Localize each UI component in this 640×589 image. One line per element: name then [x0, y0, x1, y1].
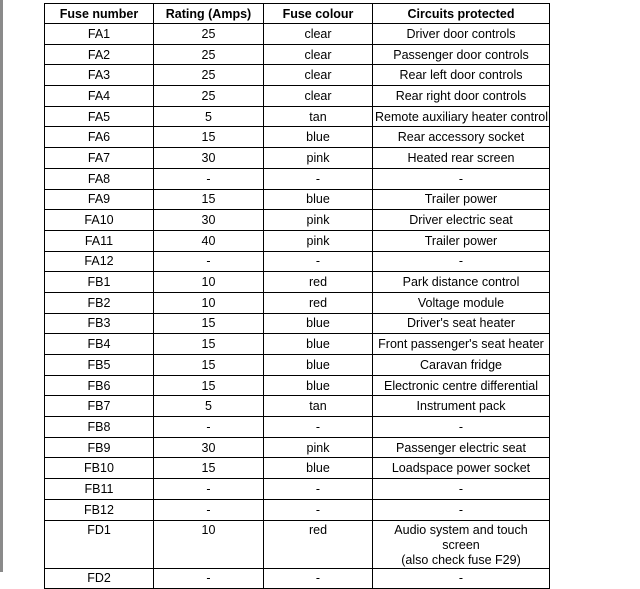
cell-circuit: Driver's seat heater [373, 313, 550, 334]
cell-rating: 15 [154, 375, 264, 396]
cell-fuse-number: FA3 [45, 65, 154, 86]
cell-fuse-number: FA9 [45, 189, 154, 210]
table-row [45, 313, 550, 334]
cell-fuse-number: FB10 [45, 458, 154, 479]
cell-fuse-number: FB6 [45, 375, 154, 396]
cell-rating: - [154, 499, 264, 520]
header-circuits-protected: Circuits protected [373, 4, 550, 24]
table-row [45, 292, 550, 313]
cell-fuse-number: FA11 [45, 230, 154, 251]
table-row [45, 44, 550, 65]
cell-circuit: Passenger electric seat [373, 437, 550, 458]
cell-fuse-colour: clear [264, 65, 373, 86]
table-row [45, 520, 550, 568]
cell-fuse-colour: pink [264, 230, 373, 251]
cell-circuit: Instrument pack [373, 396, 550, 417]
table-row [45, 568, 550, 589]
cell-rating: 10 [154, 272, 264, 293]
cell-circuit: Driver door controls [373, 24, 550, 45]
cell-fuse-colour: red [264, 272, 373, 293]
cell-fuse-colour: blue [264, 355, 373, 376]
cell-fuse-colour: - [264, 568, 373, 589]
cell-circuit: - [373, 568, 550, 589]
cell-fuse-number: FD2 [45, 568, 154, 589]
cell-fuse-number: FB3 [45, 313, 154, 334]
cell-rating: 5 [154, 396, 264, 417]
cell-fuse-number: FA1 [45, 24, 154, 45]
circuit-line: Audio system and touch screen [394, 522, 528, 552]
cell-fuse-number: FA6 [45, 127, 154, 148]
cell-fuse-colour: pink [264, 148, 373, 169]
cell-rating: 15 [154, 189, 264, 210]
fuse-table-body [45, 24, 550, 589]
table-row [45, 458, 550, 479]
header-fuse-colour: Fuse colour [264, 4, 373, 24]
table-row [45, 251, 550, 272]
cell-fuse-number: FA5 [45, 106, 154, 127]
fuse-table-container [44, 3, 549, 589]
cell-rating: 15 [154, 334, 264, 355]
cell-rating: 25 [154, 44, 264, 65]
cell-rating: 15 [154, 127, 264, 148]
cell-fuse-number: FB4 [45, 334, 154, 355]
table-row [45, 375, 550, 396]
cell-rating: 30 [154, 210, 264, 231]
cell-fuse-number: FA4 [45, 86, 154, 107]
cell-rating: - [154, 168, 264, 189]
cell-circuit: Trailer power [373, 230, 550, 251]
cell-rating: - [154, 251, 264, 272]
cell-rating: 25 [154, 24, 264, 45]
cell-fuse-number: FA12 [45, 251, 154, 272]
cell-rating: 30 [154, 148, 264, 169]
table-row [45, 168, 550, 189]
cell-fuse-number: FB5 [45, 355, 154, 376]
cell-circuit: - [373, 168, 550, 189]
cell-rating: 10 [154, 520, 264, 568]
cell-fuse-colour: - [264, 251, 373, 272]
cell-fuse-colour: tan [264, 396, 373, 417]
cell-fuse-number: FB1 [45, 272, 154, 293]
cell-fuse-number: FB8 [45, 417, 154, 438]
cell-rating: 10 [154, 292, 264, 313]
table-row [45, 479, 550, 500]
cell-rating: 15 [154, 313, 264, 334]
cell-rating: 30 [154, 437, 264, 458]
cell-circuit: Passenger door controls [373, 44, 550, 65]
cell-fuse-number: FB11 [45, 479, 154, 500]
cell-circuit: - [373, 251, 550, 272]
cell-fuse-colour: pink [264, 437, 373, 458]
cell-rating: 5 [154, 106, 264, 127]
cell-fuse-number: FA8 [45, 168, 154, 189]
table-row [45, 334, 550, 355]
cell-circuit: Remote auxiliary heater control [373, 106, 550, 127]
cell-fuse-colour: blue [264, 189, 373, 210]
cell-fuse-number: FB7 [45, 396, 154, 417]
cell-circuit: Rear accessory socket [373, 127, 550, 148]
cell-rating: 40 [154, 230, 264, 251]
cell-fuse-colour: clear [264, 24, 373, 45]
cell-circuit: Rear right door controls [373, 86, 550, 107]
table-row [45, 396, 550, 417]
cell-fuse-colour: clear [264, 44, 373, 65]
cell-circuit: Rear left door controls [373, 65, 550, 86]
cell-fuse-colour: - [264, 499, 373, 520]
table-row [45, 86, 550, 107]
table-row [45, 189, 550, 210]
table-row [45, 272, 550, 293]
circuit-note: (also check fuse F29) [401, 552, 521, 567]
cell-circuit: Park distance control [373, 272, 550, 293]
cell-circuit: Voltage module [373, 292, 550, 313]
cell-circuit: Heated rear screen [373, 148, 550, 169]
cell-rating: 15 [154, 355, 264, 376]
table-row [45, 148, 550, 169]
cell-rating: - [154, 479, 264, 500]
cell-fuse-colour: blue [264, 313, 373, 334]
cell-fuse-colour: blue [264, 127, 373, 148]
cell-circuit: Driver electric seat [373, 210, 550, 231]
cell-fuse-colour: blue [264, 334, 373, 355]
cell-circuit: Electronic centre differential [373, 375, 550, 396]
table-row [45, 65, 550, 86]
cell-fuse-number: FA2 [45, 44, 154, 65]
cell-fuse-colour: red [264, 292, 373, 313]
cell-rating: 25 [154, 86, 264, 107]
cell-circuit: Trailer power [373, 189, 550, 210]
cell-circuit: - [373, 417, 550, 438]
cell-circuit [373, 520, 550, 568]
cell-circuit: Caravan fridge [373, 355, 550, 376]
cell-fuse-colour: pink [264, 210, 373, 231]
cell-fuse-number: FB9 [45, 437, 154, 458]
cell-fuse-colour: - [264, 417, 373, 438]
cell-rating: - [154, 568, 264, 589]
cell-rating: 25 [154, 65, 264, 86]
cell-fuse-colour: tan [264, 106, 373, 127]
table-row [45, 355, 550, 376]
cell-fuse-number: FB2 [45, 292, 154, 313]
table-row [45, 230, 550, 251]
cell-fuse-colour: red [264, 520, 373, 568]
table-row [45, 24, 550, 45]
cell-fuse-number: FA7 [45, 148, 154, 169]
cell-circuit: - [373, 499, 550, 520]
cell-circuit: Front passenger's seat heater [373, 334, 550, 355]
header-rating: Rating (Amps) [154, 4, 264, 24]
fuse-table [44, 3, 550, 589]
table-header-row [45, 4, 550, 24]
cell-fuse-colour: blue [264, 458, 373, 479]
table-row [45, 210, 550, 231]
table-row [45, 127, 550, 148]
cell-circuit: - [373, 479, 550, 500]
page-left-border [0, 0, 3, 572]
cell-fuse-number: FD1 [45, 520, 154, 568]
cell-rating: 15 [154, 458, 264, 479]
cell-fuse-number: FB12 [45, 499, 154, 520]
table-row [45, 499, 550, 520]
cell-fuse-colour: - [264, 479, 373, 500]
header-fuse-number: Fuse number [45, 4, 154, 24]
cell-fuse-colour: - [264, 168, 373, 189]
table-row [45, 417, 550, 438]
table-row [45, 437, 550, 458]
cell-rating: - [154, 417, 264, 438]
cell-fuse-colour: clear [264, 86, 373, 107]
cell-fuse-number: FA10 [45, 210, 154, 231]
table-row [45, 106, 550, 127]
cell-circuit: Loadspace power socket [373, 458, 550, 479]
cell-fuse-colour: blue [264, 375, 373, 396]
